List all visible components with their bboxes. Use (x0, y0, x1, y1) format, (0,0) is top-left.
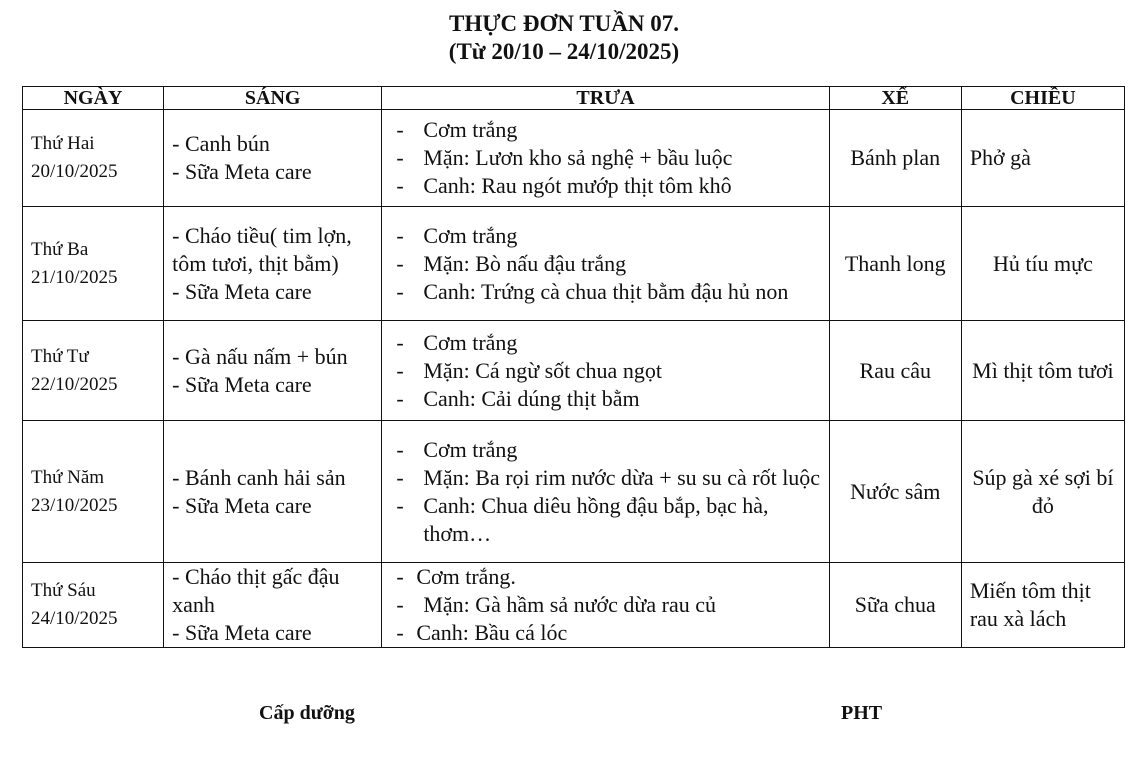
breakfast-cell (164, 563, 382, 648)
breakfast-item: - Sữa Meta care (172, 278, 312, 304)
lunch-item: - Canh: Cải dúng thịt bằm (396, 385, 640, 411)
lunch-cell (382, 421, 829, 563)
breakfast-item: - Sữa Meta care (172, 492, 312, 518)
day-date: 23/10/2025 (31, 494, 118, 516)
breakfast-item: - Cháo thịt gấc đậu (172, 564, 340, 589)
breakfast-item: - Bánh canh hải sản (172, 464, 346, 490)
day-cell (23, 563, 164, 648)
lunch-item: - Mặn: Lươn kho sả nghệ + bầu luộc (396, 145, 733, 170)
lunch-cell (382, 110, 829, 207)
breakfast-cell (164, 207, 382, 321)
lunch-item: - Cơm trắng (396, 117, 518, 142)
table-row (23, 421, 1125, 563)
snack-cell: Sữa chua (829, 563, 961, 648)
lunch-item: - Cơm trắng (396, 329, 518, 355)
afternoon-cell: Miến tôm thịt rau xà lách (961, 563, 1124, 648)
afternoon-cell: Mì thịt tôm tươi (961, 321, 1124, 421)
table-row (23, 563, 1125, 648)
day-date: 21/10/2025 (31, 266, 118, 288)
snack-cell: Rau câu (829, 321, 961, 421)
lunch-item: - Canh: Trứng cà chua thịt bằm đậu hủ non (396, 278, 789, 304)
table-header-row (23, 87, 1125, 110)
header-sang: SÁNG (164, 87, 382, 110)
day-cell (23, 321, 164, 421)
table-row (23, 321, 1125, 421)
lunch-item: - Mặn: Bò nấu đậu trắng (396, 250, 627, 276)
snack-cell: Bánh plan (829, 110, 961, 207)
lunch-item: - Canh: Bầu cá lóc (396, 620, 568, 645)
breakfast-cell (164, 421, 382, 563)
day-cell (23, 110, 164, 207)
afternoon-cell: Phở gà (961, 110, 1124, 207)
header-ngay: NGÀY (23, 87, 164, 110)
lunch-cell (382, 321, 829, 421)
signature-vice-principal: PHT (841, 702, 883, 724)
day-name: Thứ Ba (31, 238, 89, 260)
breakfast-cell (164, 321, 382, 421)
lunch-item: - Canh: Chua diêu hồng đậu bắp, bạc hà, thơm… (396, 492, 769, 546)
snack-cell: Thanh long (829, 207, 961, 321)
day-name: Thứ Tư (31, 345, 89, 367)
day-cell (23, 207, 164, 321)
header-trua: TRƯA (382, 87, 829, 110)
afternoon-cell: Súp gà xé sợi bí đỏ (961, 421, 1124, 563)
snack-cell: Nước sâm (829, 421, 961, 563)
signature-cook: Cấp dưỡng (259, 702, 355, 724)
header-xe: XẾ (829, 87, 961, 110)
lunch-cell (382, 563, 829, 648)
weekly-menu-table (22, 86, 1125, 648)
afternoon-cell: Hủ tíu mực (961, 207, 1124, 321)
table-row (23, 110, 1125, 207)
breakfast-item: - Gà nấu nấm + bún (172, 343, 348, 369)
day-date: 24/10/2025 (31, 608, 118, 629)
lunch-item: - Cơm trắng (396, 222, 518, 248)
lunch-item: - Cơm trắng. (396, 564, 516, 589)
day-date: 22/10/2025 (31, 373, 118, 395)
lunch-item: - Mặn: Cá ngừ sốt chua ngọt (396, 357, 662, 383)
lunch-item: - Mặn: Ba rọi rim nước dừa + su su cà rốt luộc (396, 464, 821, 490)
document-title (0, 10, 1128, 66)
breakfast-item: tôm tươi, thịt bằm) (172, 250, 339, 276)
breakfast-cell (164, 110, 382, 207)
breakfast-item: - Sữa Meta care (172, 371, 312, 397)
lunch-item: - Canh: Rau ngót mướp thịt tôm khô (396, 173, 732, 198)
day-name: Thứ Sáu (31, 580, 96, 601)
table-row (23, 207, 1125, 321)
day-name: Thứ Năm (31, 466, 105, 488)
day-date: 20/10/2025 (31, 161, 118, 182)
date-range: (Từ 20/10 – 24/10/2025) (448, 39, 680, 64)
header-chieu: CHIỀU (961, 87, 1124, 110)
lunch-item: - Cơm trắng (396, 436, 518, 462)
menu-title: THỰC ĐƠN TUẦN 07. (448, 11, 679, 36)
breakfast-item: - Cháo tiều( tim lợn, (172, 222, 352, 248)
day-cell (23, 421, 164, 563)
lunch-cell (382, 207, 829, 321)
breakfast-item: xanh (172, 592, 215, 617)
lunch-item: - Mặn: Gà hầm sả nước dừa rau củ (396, 592, 716, 617)
breakfast-item: - Sữa Meta care (172, 159, 312, 184)
breakfast-item: - Canh bún (172, 131, 270, 156)
day-name: Thứ Hai (31, 133, 95, 154)
breakfast-item: - Sữa Meta care (172, 620, 312, 645)
